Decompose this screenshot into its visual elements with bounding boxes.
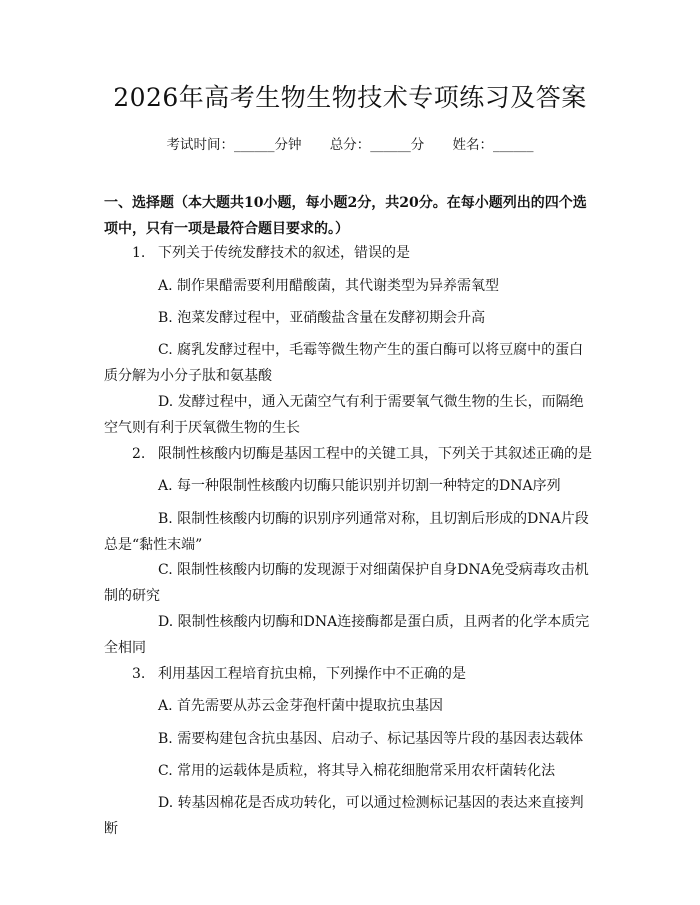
question-3-option-a: A. 首先需要从苏云金芽孢杆菌中提取抗虫基因 (158, 698, 444, 714)
question-3-option-b: B. 需要构建包含抗虫基因、启动子、标记基因等片段的基因表达载体 (158, 731, 584, 747)
question-3-option-d: D. 转基因棉花是否成功转化，可以通过检测标记基因的表达来直接判断 (104, 795, 584, 837)
question-1-option-d: D. 发酵过程中，通入无菌空气有利于需要氧气微生物的生长，而隔绝空气则有利于厌氧微生物的生长 (104, 394, 584, 436)
total-score-field: 总分：______分 (329, 137, 425, 153)
exam-meta-line (0, 133, 700, 153)
question-2-stem (132, 441, 592, 467)
question-1-option-a: A. 制作果醋需要利用醋酸菌，其代谢类型为异养需氧型 (158, 278, 500, 294)
question-number: 2. (132, 446, 146, 462)
question-text: 限制性核酸内切酶是基因工程中的关键工具，下列关于其叙述正确的是 (158, 446, 592, 462)
question-number: 1. (132, 245, 146, 261)
question-text: 利用基因工程培育抗虫棉，下列操作中不正确的是 (158, 666, 466, 682)
section-heading: 一、选择题（本大题共10小题，每小题2分，共20分。在每小题列出的四个选项中，只有一项是最符合题目要求的。） (104, 195, 587, 237)
exam-time-field: 考试时间：______分钟 (166, 137, 302, 153)
question-2-option-a: A. 每一种限制性核酸内切酶只能识别并切割一种特定的DNA序列 (158, 478, 561, 494)
question-2-option-c: C. 限制性核酸内切酶的发现源于对细菌保护自身DNA免受病毒攻击机制的研究 (104, 562, 589, 604)
question-2-option-d: D. 限制性核酸内切酶和DNA连接酶都是蛋白质，且两者的化学本质完全相同 (104, 614, 590, 656)
question-3-option-c: C. 常用的运载体是质粒，将其导入棉花细胞常采用农杆菌转化法 (158, 763, 556, 779)
question-1-stem (132, 240, 410, 266)
document-title: 2026年高考生物生物技术专项练习及答案 (113, 83, 587, 112)
question-1-option-c: C. 腐乳发酵过程中，毛霉等微生物产生的蛋白酶可以将豆腐中的蛋白质分解为小分子肽和氨基酸 (104, 342, 584, 384)
question-number: 3. (132, 666, 146, 682)
question-1-option-b: B. 泡菜发酵过程中，亚硝酸盐含量在发酵初期会升高 (158, 310, 486, 326)
question-2-option-b: B. 限制性核酸内切酶的识别序列通常对称，且切割后形成的DNA片段总是“黏性末端” (104, 511, 589, 553)
question-3-stem (132, 661, 466, 687)
name-field: 姓名：______ (452, 137, 534, 153)
question-text: 下列关于传统发酵技术的叙述，错误的是 (158, 245, 410, 261)
